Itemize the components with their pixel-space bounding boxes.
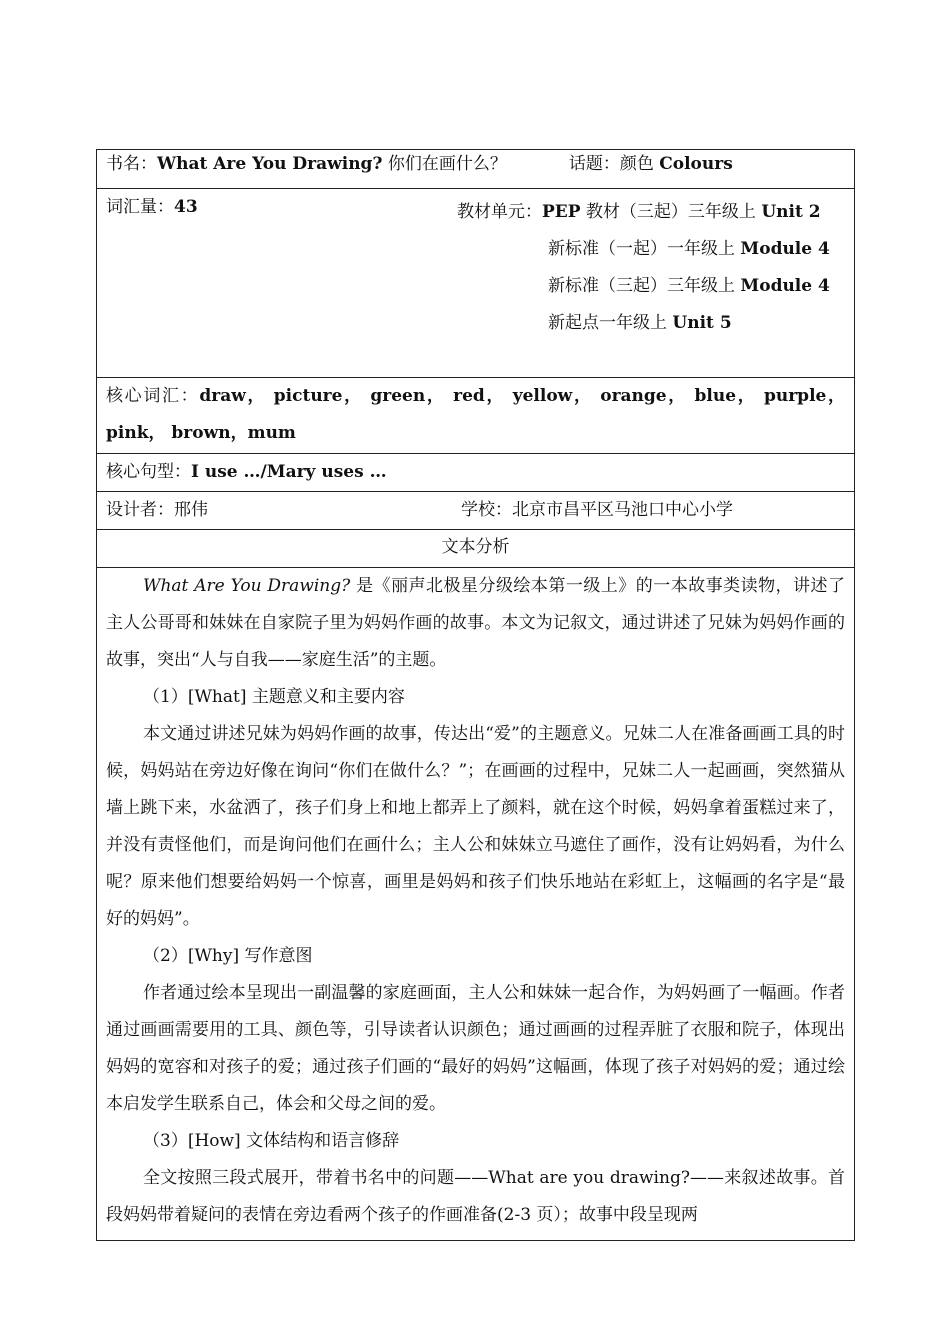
core-sentence-cell — [97, 454, 855, 492]
designer-label: 设计者：邢伟 — [106, 500, 208, 520]
core-vocab-row — [97, 378, 855, 454]
vocab-number: 43 — [174, 197, 198, 217]
book-title-en: What Are You Drawing? — [157, 154, 383, 174]
analysis-body — [97, 568, 855, 1241]
what-paragraph: 本文通过讲述兄妹为妈妈作画的故事，传达出“爱”的主题意义。兄妹二人在准备画画工具的时候，妈妈站在旁边好像在询问“你们在做什么？”；在画画的过程中，兄妹二人一起画画，突然猫从墙上跳下来，水盆洒了，孩子们身上和地上都弄上了颜料，就在这个时候，妈妈拿着蛋糕过来了，并没有责怪他们，而是询问他们在画什么；主人公和妹妹立马遮住了画作，没有让妈妈看，为什么呢？原来他们想要给妈妈一个惊喜，画里是妈妈和孩子们快乐地站在彩虹上，这幅画的名字是“最好的妈妈”。 — [106, 724, 845, 929]
section-head-row — [97, 530, 855, 568]
school-label: 学校：北京市昌平区马池口中心小学 — [461, 500, 733, 520]
vocab-count — [106, 194, 198, 221]
unit-line: 新起点一年级上 Unit 5 — [548, 313, 732, 333]
how-paragraph: 全文按照三段式展开，带着书名中的问题——What are you drawing?——来叙述故事。首段妈妈带着疑问的表情在旁边看两个孩子的作画准备(2-3 页）；故事中段呈现两 — [106, 1168, 845, 1225]
core-sentence-label: 核心句型： — [106, 462, 191, 482]
unit-line: 新标准（三起）三年级上 Module 4 — [548, 276, 830, 296]
core-vocab-label: 核心词汇： — [106, 386, 200, 406]
vocab-cell — [97, 189, 855, 378]
why-paragraph: 作者通过绘本呈现出一副温馨的家庭画面，主人公和妹妹一起合作，为妈妈画了一幅画。作者通过画画需要用的工具、颜色等，引导读者认识颜色；通过画画的过程弄脏了衣服和院子，体现出妈妈的宽容和对孩子的爱；通过孩子们画的“最好的妈妈”这幅画，体现了孩子对妈妈的爱；通过绘本启发学生联系自己，体会和父母之间的爱。 — [106, 983, 845, 1114]
book-title-zh: 你们在画什么？ — [382, 154, 507, 174]
intro-book-title: What Are You Drawing? — [143, 576, 351, 596]
core-vocab-cell — [97, 378, 855, 454]
core-sentence-value: I use …/Mary uses … — [191, 462, 387, 482]
core-vocab-words: draw， picture， green， red， yellow， orange， blue， purple， pink， brown，mum — [106, 386, 846, 443]
book-row — [97, 150, 855, 189]
analysis-row — [97, 568, 855, 1241]
core-sentence-row — [97, 454, 855, 492]
lesson-info-table — [96, 149, 855, 1241]
book-label: 书名： — [106, 154, 157, 174]
section-title: 文本分析 — [97, 530, 855, 568]
designer-row — [97, 492, 855, 530]
vocab-label: 词汇量： — [106, 197, 174, 217]
why-heading: （2）[Why] 写作意图 — [143, 946, 313, 966]
unit-line: 新标准（一起）一年级上 Module 4 — [548, 239, 830, 259]
vocab-row — [97, 189, 855, 378]
book-cell — [97, 150, 855, 189]
unit-line: 教材单元：PEP 教材（三起）三年级上 Unit 2 — [457, 202, 821, 222]
what-heading: （1）[What] 主题意义和主要内容 — [143, 687, 405, 707]
topic-label: 话题：颜色 — [568, 154, 660, 174]
unit-label: 教材单元： — [457, 202, 542, 222]
textbook-units — [457, 194, 830, 342]
topic-value: Colours — [659, 154, 733, 174]
how-heading: （3）[How] 文体结构和语言修辞 — [143, 1131, 400, 1151]
intro-paragraph: What Are You Drawing? 是《丽声北极星分级绘本第一级上》的一本故事类读物，讲述了主人公哥哥和妹妹在自家院子里为妈妈作画的故事。本文为记叙文，通过讲述了兄妹为妈妈作画的故事，突出“人与自我——家庭生活”的主题。 — [106, 576, 845, 670]
designer-cell — [97, 492, 855, 530]
